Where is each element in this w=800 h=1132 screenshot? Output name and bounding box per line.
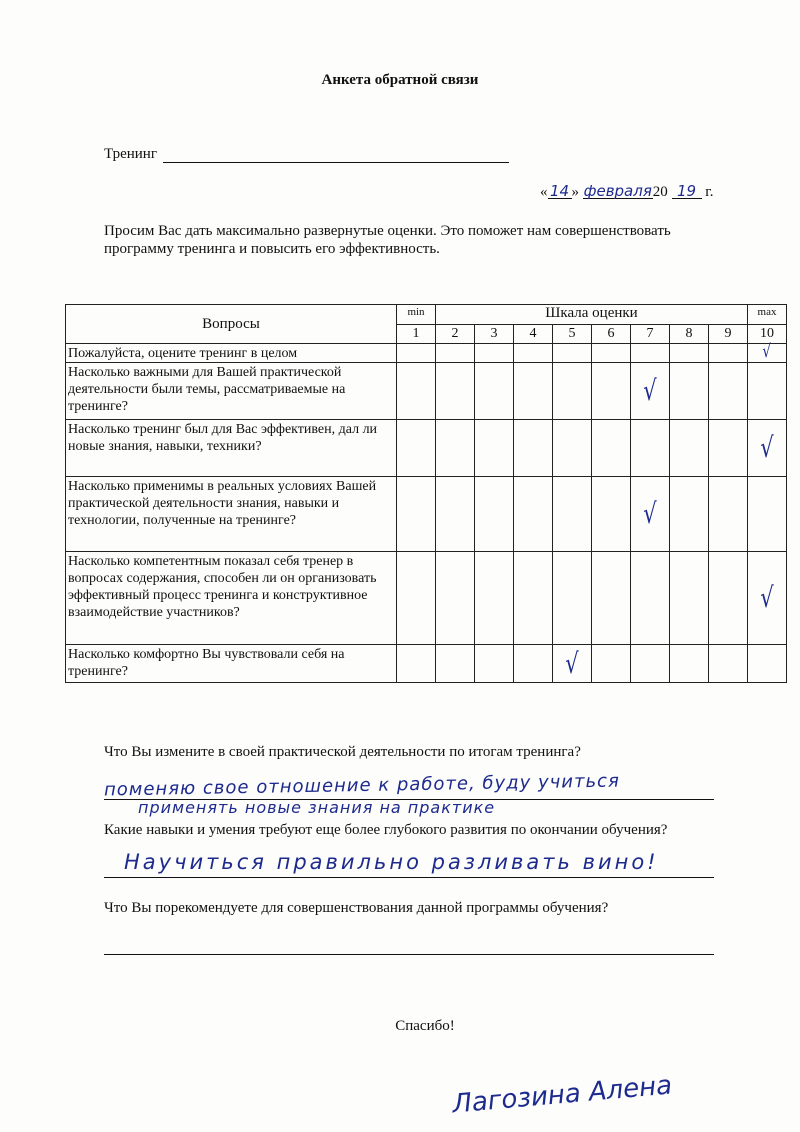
rating-cell[interactable] [631, 363, 670, 420]
date-day[interactable]: 14 [548, 185, 572, 199]
rating-cell[interactable] [397, 344, 436, 363]
rating-cell[interactable] [397, 552, 436, 645]
rating-cell[interactable] [670, 363, 709, 420]
rating-cell[interactable] [748, 341, 787, 363]
rating-cell[interactable] [514, 344, 553, 363]
rating-cell[interactable] [670, 344, 709, 363]
date-open-quote: « [540, 184, 548, 200]
scale-number: 10 [748, 325, 787, 344]
date-month[interactable]: февраля [583, 182, 652, 200]
check-mark-icon: √ [565, 646, 579, 680]
question-row [66, 645, 787, 683]
rating-cell[interactable] [553, 420, 592, 477]
rating-cell[interactable] [514, 363, 553, 420]
rating-cell[interactable] [592, 344, 631, 363]
question-row [66, 552, 787, 645]
question-row [66, 477, 787, 552]
rating-cell[interactable] [709, 420, 748, 477]
training-label: Тренинг [104, 146, 157, 162]
scale-number: 5 [553, 325, 592, 344]
rating-cell[interactable] [670, 552, 709, 645]
rating-cell[interactable] [592, 645, 631, 683]
rating-cell[interactable] [553, 477, 592, 552]
scale-number: 4 [514, 325, 553, 344]
answer-changes-line1[interactable]: поменяю свое отношение к работе, буду учиться [103, 770, 621, 801]
check-mark-icon: √ [760, 431, 774, 464]
date-year-suffix[interactable]: 19 [672, 185, 702, 199]
rating-cell[interactable] [397, 363, 436, 420]
date-year-prefix: 20 [652, 184, 668, 200]
signature: Лагозина Алена [451, 1070, 674, 1120]
scale-number: 7 [631, 325, 670, 344]
check-mark-icon: √ [760, 581, 774, 614]
rating-cell[interactable] [748, 477, 787, 552]
question-row [66, 420, 787, 477]
rating-cell[interactable] [436, 645, 475, 683]
rating-cell[interactable] [436, 552, 475, 645]
answer-line [104, 877, 714, 878]
question-skills: Какие навыки и умения требуют еще более глубокого развития по окончании обучения? [104, 822, 668, 838]
thanks-text: Спасибо! [395, 1018, 455, 1034]
max-label: max [748, 305, 787, 325]
rating-cell[interactable] [436, 477, 475, 552]
rating-cell[interactable] [670, 477, 709, 552]
rating-cell[interactable] [514, 645, 553, 683]
date-close-quote: » [571, 184, 579, 200]
rating-cell[interactable] [631, 477, 670, 552]
rating-cell[interactable] [553, 645, 592, 683]
rating-cell[interactable] [709, 363, 748, 420]
rating-cell[interactable] [553, 552, 592, 645]
answer-skills[interactable]: Научиться правильно разливать вино! [124, 850, 659, 874]
question-text: Насколько тренинг был для Вас эффективен, дал ли новые знания, навыки, техники? [66, 420, 397, 477]
scale-number: 3 [475, 325, 514, 344]
answer-changes-line2[interactable]: применять новые знания на практике [138, 798, 496, 817]
rating-cell[interactable] [436, 363, 475, 420]
rating-cell[interactable] [475, 344, 514, 363]
scale-number: 8 [670, 325, 709, 344]
date-field [540, 184, 713, 201]
rating-cell[interactable] [592, 477, 631, 552]
rating-cell[interactable] [709, 645, 748, 683]
question-text: Насколько компетентным показал себя тренер в вопросах содержания, способен ли он организовать эффективный процесс тренинга и конструктивное взаимодействие участников? [66, 552, 397, 645]
training-field [104, 146, 509, 163]
rating-cell[interactable] [553, 344, 592, 363]
rating-cell[interactable] [475, 477, 514, 552]
training-input-line[interactable] [163, 148, 509, 163]
question-text: Насколько важными для Вашей практической деятельности были темы, рассматриваемые на тренинге? [66, 363, 397, 420]
question-changes: Что Вы измените в своей практической деятельности по итогам тренинга? [104, 744, 581, 760]
rating-cell[interactable] [514, 552, 553, 645]
rating-cell[interactable] [397, 477, 436, 552]
scale-label: Шкала оценки [436, 305, 748, 325]
scale-number: 9 [709, 325, 748, 344]
min-label: min [397, 305, 436, 325]
question-recommend: Что Вы порекомендуете для совершенствования данной программы обучения? [104, 900, 609, 916]
question-text: Пожалуйста, оцените тренинг в целом [66, 344, 397, 363]
rating-cell[interactable] [631, 420, 670, 477]
rating-cell[interactable] [475, 420, 514, 477]
rating-cell[interactable] [475, 645, 514, 683]
scale-number: 2 [436, 325, 475, 344]
questions-header: Вопросы [66, 305, 397, 344]
rating-cell[interactable] [748, 363, 787, 420]
form-title: Анкета обратной связи [321, 72, 479, 88]
check-mark-icon: √ [762, 341, 772, 362]
rating-cell[interactable] [709, 344, 748, 363]
rating-cell[interactable] [748, 420, 787, 477]
question-text: Насколько комфортно Вы чувствовали себя на тренинге? [66, 645, 397, 683]
rating-cell[interactable] [475, 552, 514, 645]
intro-text: Просим Вас дать максимально развернутые оценки. Это поможет нам совершенствовать программу тренинга и повысить его эффективность. [104, 223, 671, 257]
rating-cell[interactable] [592, 420, 631, 477]
check-mark-icon: √ [643, 374, 657, 407]
rating-cell[interactable] [475, 363, 514, 420]
rating-cell[interactable] [670, 420, 709, 477]
rating-cell[interactable] [748, 552, 787, 645]
rating-cell[interactable] [709, 552, 748, 645]
rating-cell[interactable] [748, 645, 787, 683]
rating-cell[interactable] [514, 477, 553, 552]
question-row [66, 344, 787, 363]
question-row [66, 363, 787, 420]
rating-cell[interactable] [709, 477, 748, 552]
scale-number: 1 [397, 325, 436, 344]
rating-cell[interactable] [631, 344, 670, 363]
rating-cell[interactable] [436, 420, 475, 477]
rating-table [65, 304, 787, 683]
rating-cell[interactable] [397, 420, 436, 477]
rating-cell[interactable] [436, 344, 475, 363]
rating-cell[interactable] [553, 363, 592, 420]
scale-number: 6 [592, 325, 631, 344]
question-text: Насколько применимы в реальных условиях Вашей практической деятельности знания, навыки и технологии, полученные на тренинге? [66, 477, 397, 552]
rating-cell[interactable] [397, 645, 436, 683]
rating-cell[interactable] [670, 645, 709, 683]
answer-recommend-line[interactable] [104, 954, 714, 955]
rating-cell[interactable] [631, 552, 670, 645]
date-year-unit: г. [705, 184, 714, 200]
rating-cell[interactable] [592, 552, 631, 645]
rating-cell[interactable] [592, 363, 631, 420]
check-mark-icon: √ [643, 497, 657, 530]
rating-cell[interactable] [631, 645, 670, 683]
rating-cell[interactable] [514, 420, 553, 477]
